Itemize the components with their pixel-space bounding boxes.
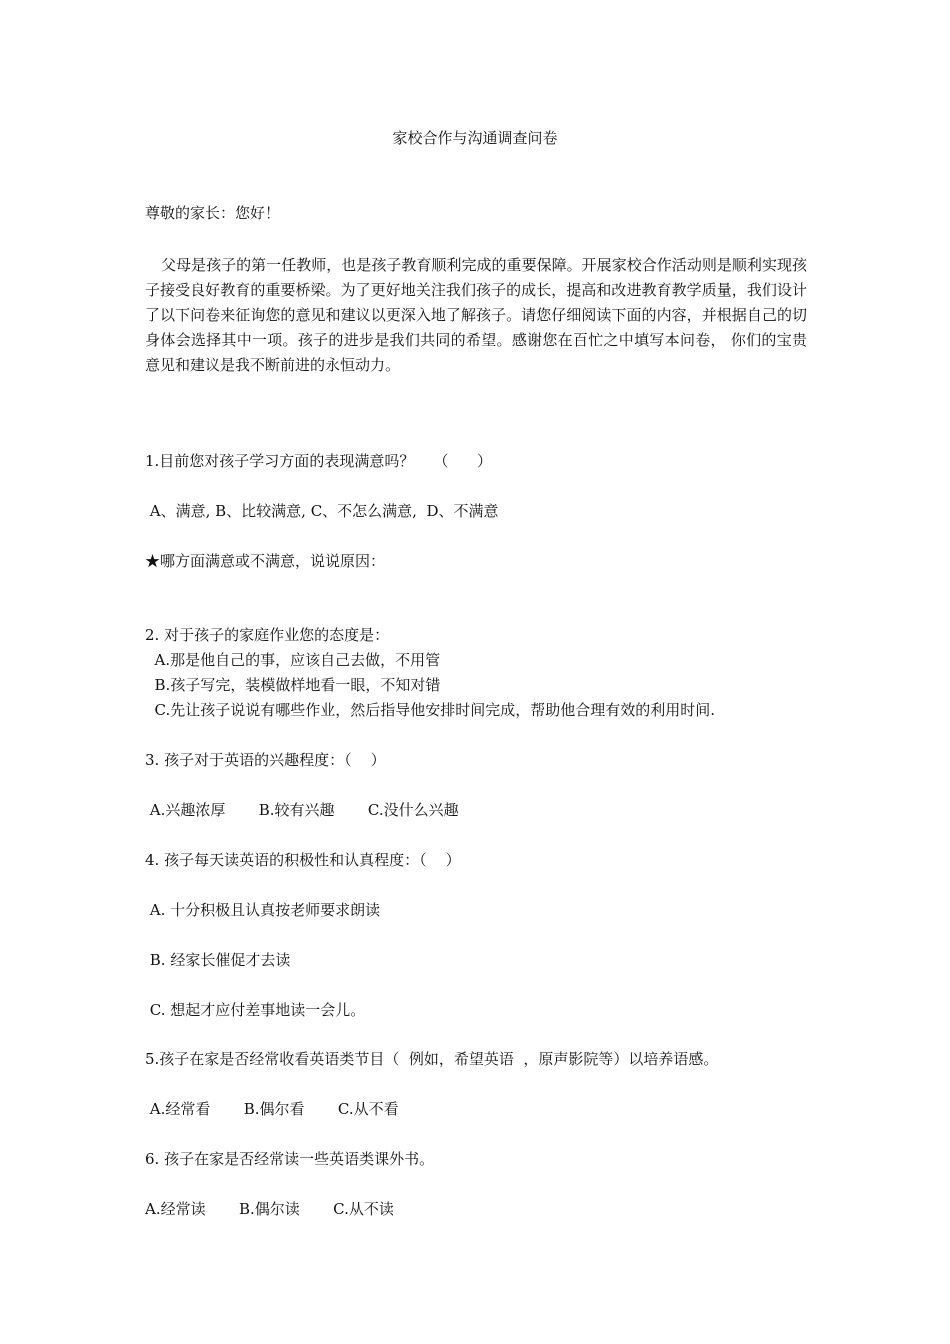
q3-options: A.兴趣浓厚 B.较有兴趣 C.没什么兴趣 [145, 801, 459, 819]
q1-question: 1.目前您对孩子学习方面的表现满意吗？ （ ） [145, 452, 492, 470]
q2-option-b: B.孩子写完，装模做样地看一眼，不知对错 [145, 676, 441, 694]
q4-option-a: A. 十分积极且认真按老师要求朗读 [145, 901, 381, 919]
q6-options: A.经常读 B.偶尔读 C.从不读 [145, 1200, 394, 1218]
q4-question: 4. 孩子每天读英语的积极性和认真程度：（ ） [145, 851, 461, 869]
q2-option-c: C.先让孩子说说有哪些作业，然后指导他安排时间完成，帮助他合理有效的利用时间. [145, 701, 716, 719]
q2-question: 2. 对于孩子的家庭作业您的态度是： [145, 626, 390, 644]
q5-question: 5.孩子在家是否经常收看英语类节目（ 例如，希望英语 ，原声影院等）以培养语感。 [145, 1050, 719, 1068]
greeting: 尊敬的家长：您好！ [145, 204, 281, 222]
q4-option-c: C. 想起才应付差事地读一会儿。 [145, 1001, 366, 1019]
document-title: 家校合作与沟通调查问卷 [392, 129, 558, 147]
q3-question: 3. 孩子对于英语的兴趣程度：（ ） [145, 751, 386, 769]
q5-options: A.经常看 B.偶尔看 C.从不看 [145, 1100, 399, 1118]
q4-option-b: B. 经家长催促才去读 [145, 951, 291, 969]
q2-option-a: A.那是他自己的事，应该自己去做，不用管 [145, 651, 441, 669]
q6-question: 6. 孩子在家是否经常读一些英语类课外书。 [145, 1150, 435, 1168]
q1-options: A、满意, B、比较满意, C、不怎么满意, D、不满意 [145, 502, 499, 520]
q1-reason-prompt: ★哪方面满意或不满意，说说原因： [145, 552, 386, 570]
intro-paragraph: 父母是孩子的第一任教师，也是孩子教育顺利完成的重要保障。开展家校合作活动则是顺利实现孩子接受良好教育的重要桥梁。为了更好地关注我们孩子的成长，提高和改进教育教学质量，我们设计了以下问卷来征询您的意见和建议以更深入地了解孩子。请您仔细阅读下面的内容，并根据自己的切身体会选择其中一项。孩子的进步是我们共同的希望。感谢您在百忙之中填写本问卷， 你们的宝贵意见和建议是我不断前进的永恒动力。 [145, 256, 807, 374]
